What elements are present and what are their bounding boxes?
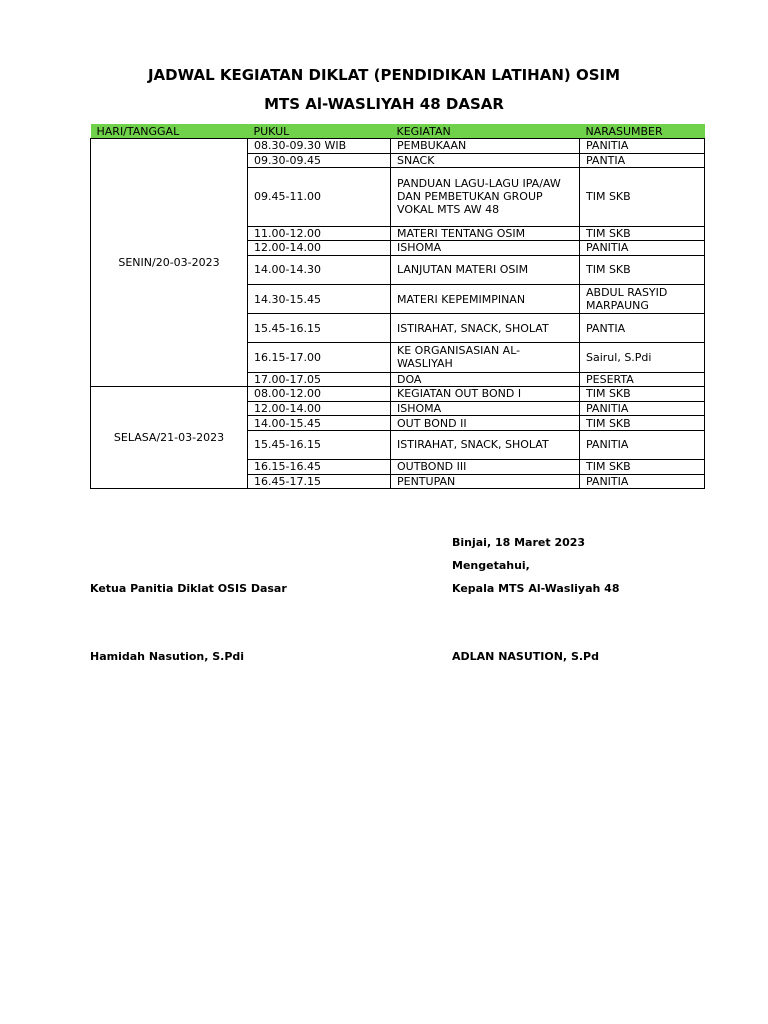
- activity-cell: ISTIRAHAT, SNACK, SHOLAT: [391, 314, 580, 343]
- header-row: [91, 124, 705, 139]
- activity-cell: ISTIRAHAT, SNACK, SHOLAT: [391, 430, 580, 459]
- time-cell: 14.00-14.30: [248, 255, 391, 284]
- speaker-cell: Sairul, S.Pdi: [580, 343, 705, 372]
- time-cell: 11.00-12.00: [248, 226, 391, 241]
- time-cell: 15.45-16.15: [248, 430, 391, 459]
- table-row: [91, 387, 705, 402]
- activity-cell: LANJUTAN MATERI OSIM: [391, 255, 580, 284]
- left-signer-name: Hamidah Nasution, S.Pdi: [90, 650, 245, 663]
- document-subtitle: MTS Al-WASLIYAH 48 DASAR: [264, 95, 504, 113]
- header-time: PUKUL: [248, 124, 391, 139]
- activity-cell: ISHOMA: [391, 241, 580, 256]
- time-cell: 15.45-16.15: [248, 314, 391, 343]
- schedule-table: [90, 124, 705, 489]
- speaker-cell: PANITIA: [580, 241, 705, 256]
- activity-cell: PANDUAN LAGU-LAGU IPA/AW DAN PEMBETUKAN GROUP VOKAL MTS AW 48: [391, 168, 580, 226]
- document-title: JADWAL KEGIATAN DIKLAT (PENDIDIKAN LATIHAN) OSIM: [147, 66, 621, 84]
- speaker-cell: TIM SKB: [580, 387, 705, 402]
- activity-cell: OUT BOND II: [391, 416, 580, 431]
- time-cell: 16.15-17.00: [248, 343, 391, 372]
- speaker-cell: PANITIA: [580, 139, 705, 154]
- acknowledged-label: Mengetahui,: [452, 559, 530, 572]
- activity-cell: OUTBOND III: [391, 460, 580, 475]
- time-cell: 14.00-15.45: [248, 416, 391, 431]
- speaker-cell: PANITIA: [580, 401, 705, 416]
- time-cell: 16.45-17.15: [248, 474, 391, 489]
- speaker-cell: TIM SKB: [580, 226, 705, 241]
- time-cell: 08.00-12.00: [248, 387, 391, 402]
- day-cell: SELASA/21-03-2023: [91, 387, 248, 489]
- speaker-cell: PANTIA: [580, 314, 705, 343]
- speaker-cell: TIM SKB: [580, 255, 705, 284]
- activity-cell: KEGIATAN OUT BOND I: [391, 387, 580, 402]
- speaker-cell: TIM SKB: [580, 460, 705, 475]
- time-cell: 08.30-09.30 WIB: [248, 139, 391, 154]
- activity-cell: ISHOMA: [391, 401, 580, 416]
- speaker-cell: PANITIA: [580, 430, 705, 459]
- time-cell: 17.00-17.05: [248, 372, 391, 387]
- speaker-cell: ABDUL RASYID MARPAUNG: [580, 284, 705, 313]
- speaker-cell: TIM SKB: [580, 168, 705, 226]
- activity-cell: DOA: [391, 372, 580, 387]
- speaker-cell: PESERTA: [580, 372, 705, 387]
- right-signer-role: Kepala MTS Al-Wasliyah 48: [452, 582, 620, 595]
- header-day: HARI/TANGGAL: [91, 124, 248, 139]
- header-speaker: NARASUMBER: [580, 124, 705, 139]
- header-activity: KEGIATAN: [391, 124, 580, 139]
- activity-cell: MATERI TENTANG OSIM: [391, 226, 580, 241]
- time-cell: 09.30-09.45: [248, 153, 391, 168]
- time-cell: 14.30-15.45: [248, 284, 391, 313]
- place-date: Binjai, 18 Maret 2023: [452, 536, 586, 549]
- activity-cell: PEMBUKAAN: [391, 139, 580, 154]
- speaker-cell: TIM SKB: [580, 416, 705, 431]
- time-cell: 12.00-14.00: [248, 241, 391, 256]
- time-cell: 12.00-14.00: [248, 401, 391, 416]
- activity-cell: PENTUPAN: [391, 474, 580, 489]
- time-cell: 16.15-16.45: [248, 460, 391, 475]
- time-cell: 09.45-11.00: [248, 168, 391, 226]
- activity-cell: MATERI KEPEMIMPINAN: [391, 284, 580, 313]
- activity-cell: KE ORGANISASIAN AL-WASLIYAH: [391, 343, 580, 372]
- activity-cell: SNACK: [391, 153, 580, 168]
- table-row: [91, 139, 705, 154]
- left-signer-role: Ketua Panitia Diklat OSIS Dasar: [90, 582, 287, 595]
- day-cell: SENIN/20-03-2023: [91, 139, 248, 387]
- right-signer-name: ADLAN NASUTION, S.Pd: [452, 650, 599, 663]
- speaker-cell: PANTIA: [580, 153, 705, 168]
- speaker-cell: PANITIA: [580, 474, 705, 489]
